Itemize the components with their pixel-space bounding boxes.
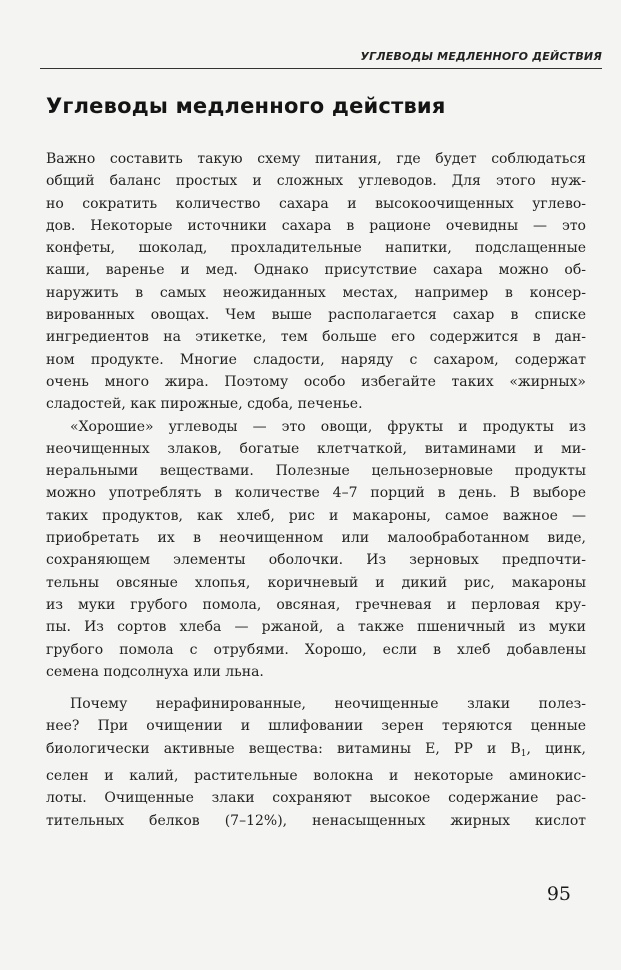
header-rule	[40, 68, 602, 69]
text-line: грубого помола с отрубями. Хорошо, если в хлеб добавлены	[46, 641, 586, 658]
paragraph-2	[46, 416, 586, 684]
text-line: тительных белков (7–12%), ненасыщенных жирных кислот	[46, 812, 586, 829]
text-line: тельны овсяные хлопья, коричневый и дикий рис, макароны	[46, 574, 586, 591]
text-line: таких продуктов, как хлеб, рис и макароны, самое важное —	[46, 507, 586, 524]
text-line: сохраняющем элементы оболочки. Из зерновых предпочти-	[46, 552, 586, 569]
paragraph-3	[46, 693, 586, 832]
text-line: общий баланс простых и сложных углеводов. Для этого нуж-	[46, 173, 586, 190]
text-line: пы. Из сортов хлеба — ржаной, а также пшеничный из муки	[46, 619, 586, 636]
paragraph-1	[46, 148, 586, 416]
text-line: ингредиентов на этикетке, тем больше его содержится в дан-	[46, 329, 586, 346]
page-number: 95	[546, 883, 571, 905]
text-line: неочищенных злаков, богатые клетчаткой, витаминами и ми-	[46, 440, 586, 457]
text-line-vitamins	[46, 738, 586, 765]
text-line: «Хорошие» углеводы — это овощи, фрукты и продукты из	[70, 418, 586, 435]
text-line: но сократить количество сахара и высокоочищенных углево-	[46, 195, 586, 212]
text-line: селен и калий, растительные волокна и некоторые аминокис-	[46, 768, 586, 785]
text-line: Важно составить такую схему питания, где будет соблюдаться	[46, 151, 586, 167]
subscript: 1	[520, 748, 527, 759]
text-line: из муки грубого помола, овсяная, гречневая и перловая кру-	[46, 596, 586, 613]
text-line: наружить в самых неожиданных местах, например в консер-	[46, 284, 586, 301]
text-line: ном продукте. Многие сладости, наряду с сахаром, содержат	[46, 351, 586, 368]
text-line: семена подсолнуха или льна.	[46, 663, 264, 680]
text-line: конфеты, шоколад, прохладительные напитки, подслащенные	[46, 240, 586, 257]
text-line: очень много жира. Поэтому особо избегайте таких «жирных»	[46, 373, 586, 390]
text-line: дов. Некоторые источники сахара в рационе очевидны — это	[46, 217, 586, 234]
text-fragment: биологически активные вещества: витамины Е, РР и В	[46, 740, 521, 757]
text-line: приобретать их в неочищенном или малообработанном виде,	[46, 530, 586, 547]
section-title: Углеводы медленного действия	[46, 94, 446, 118]
text-line: сладостей, как пирожные, сдоба, печенье.	[46, 396, 363, 413]
body-text	[46, 148, 586, 832]
text-line: лоты. Очищенные злаки сохраняют высокое содержание рас-	[46, 790, 586, 807]
text-line: неральными веществами. Полезные цельнозерновые продукты	[46, 463, 586, 480]
text-line: вированных овощах. Чем выше располагается сахар в списке	[46, 307, 586, 324]
text-line: Почему нерафинированные, неочищенные злаки полез-	[70, 696, 586, 713]
running-header: УГЛЕВОДЫ МЕДЛЕННОГО ДЕЙСТВИЯ	[360, 50, 602, 63]
text-fragment: , цинк,	[526, 740, 587, 757]
text-line: каши, варенье и мед. Однако присутствие сахара можно об-	[46, 262, 586, 279]
text-line: можно употреблять в количестве 4–7 порций в день. В выборе	[46, 485, 586, 502]
text-line: нее? При очищении и шлифовании зерен теряются ценные	[46, 718, 586, 735]
